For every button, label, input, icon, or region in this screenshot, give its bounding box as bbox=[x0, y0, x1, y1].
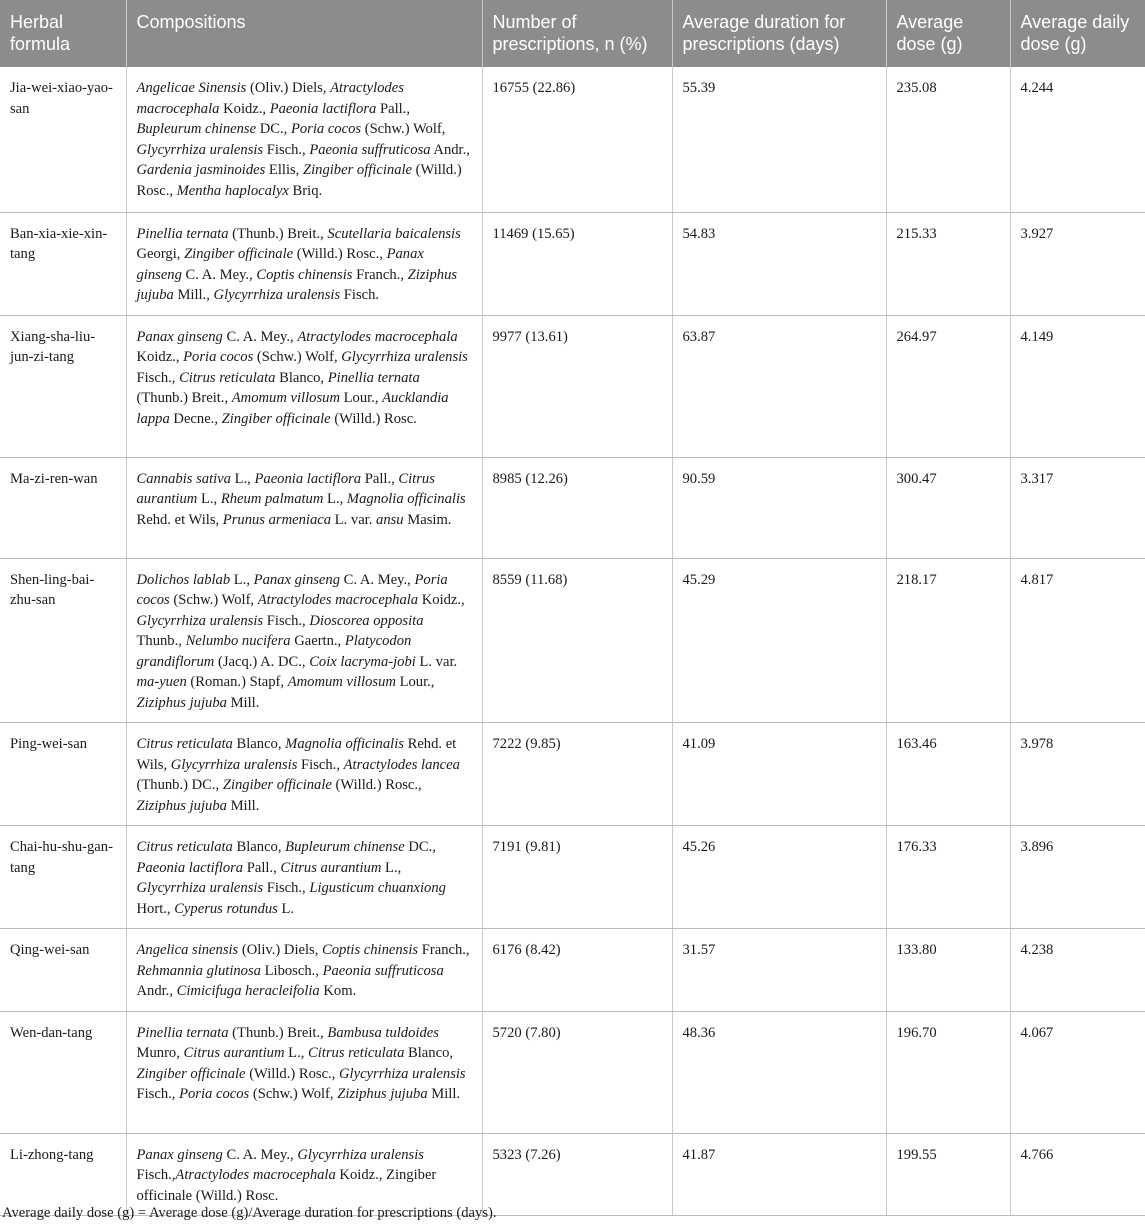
species-name: Paeonia suffruticosa bbox=[309, 141, 431, 158]
authority-text: L., bbox=[197, 491, 221, 507]
authority-text: Hort., bbox=[136, 900, 175, 917]
authority-text: DC., bbox=[256, 121, 291, 137]
species-name: Gardenia jasminoides bbox=[136, 162, 266, 178]
authority-text: (Jacq.) A. DC., bbox=[214, 653, 310, 670]
species-name: Angelicae Sinensis bbox=[136, 80, 247, 96]
authority-text: Koidz., bbox=[219, 100, 270, 117]
formula-cell: Shen-ling-bai-zhu-san bbox=[0, 558, 126, 723]
dose-cell: 218.17 bbox=[886, 558, 1010, 723]
species-name: Glycyrrhiza uralensis bbox=[136, 612, 264, 629]
species-name: Amomum villosum bbox=[287, 674, 396, 690]
species-name: Glycyrrhiza uralensis bbox=[341, 349, 468, 365]
species-name: Poria cocos bbox=[136, 571, 448, 608]
duration-cell: 55.39 bbox=[672, 67, 886, 212]
compositions-cell bbox=[126, 457, 482, 558]
species-name: Pinellia ternata bbox=[327, 369, 420, 386]
table-row bbox=[0, 212, 1145, 315]
authority-text: L., bbox=[230, 470, 255, 487]
species-name: Angelica sinensis bbox=[136, 942, 239, 958]
species-name: Cannabis sativa bbox=[136, 470, 231, 487]
table-row bbox=[0, 723, 1145, 826]
authority-text: Ellis, bbox=[265, 162, 303, 178]
species-name: Zingiber officinale bbox=[184, 246, 294, 262]
species-name: Atractylodes macrocephala bbox=[297, 328, 458, 345]
authority-text: Lour., bbox=[395, 674, 435, 690]
formula-cell: Ma-zi-ren-wan bbox=[0, 457, 126, 558]
compositions-cell bbox=[126, 315, 482, 457]
authority-text: Mill. bbox=[226, 797, 260, 814]
species-name: Bupleurum chinense bbox=[285, 839, 405, 855]
authority-text: Fisch. bbox=[340, 287, 380, 303]
authority-text: Gaertn., bbox=[290, 633, 345, 649]
formula-cell: Chai-hu-shu-gan-tang bbox=[0, 826, 126, 929]
authority-text: Lour., bbox=[339, 390, 383, 406]
prescriptions-cell: 5323 (7.26) bbox=[482, 1133, 672, 1216]
authority-text: Blanco, bbox=[404, 1045, 454, 1061]
authority-text: Georgi, bbox=[136, 246, 185, 262]
species-name: Citrus reticulata bbox=[136, 839, 233, 855]
species-name: Ziziphus jujuba bbox=[337, 1086, 428, 1102]
duration-cell: 41.87 bbox=[672, 1133, 886, 1216]
authority-text: C. A. Mey., bbox=[222, 1146, 298, 1163]
species-name: Cyperus rotundus bbox=[174, 900, 278, 917]
compositions-cell bbox=[126, 723, 482, 826]
header-average-duration: Average duration for prescriptions (days) bbox=[672, 0, 886, 67]
species-name: Atractylodes macrocephala bbox=[136, 80, 404, 117]
species-name: Glycyrrhiza uralensis bbox=[213, 287, 341, 303]
authority-text: (Schw.) Wolf, bbox=[169, 592, 258, 608]
species-name: Coptis chinensis bbox=[322, 942, 419, 958]
dose-cell: 300.47 bbox=[886, 457, 1010, 558]
authority-text: L., bbox=[230, 571, 254, 588]
authority-text: Munro, bbox=[136, 1045, 184, 1061]
prescriptions-cell: 9977 (13.61) bbox=[482, 315, 672, 457]
daily-dose-cell: 3.978 bbox=[1010, 723, 1145, 826]
authority-text: L. var. bbox=[331, 511, 377, 528]
species-name: Prunus armeniaca bbox=[222, 511, 332, 528]
authority-text: Pall., bbox=[376, 100, 410, 117]
species-name: Citrus aurantium bbox=[280, 859, 382, 876]
formula-cell: Ban-xia-xie-xin-tang bbox=[0, 212, 126, 315]
prescriptions-cell: 16755 (22.86) bbox=[482, 67, 672, 212]
species-name: Amomum villosum bbox=[231, 390, 340, 406]
authority-text: L. bbox=[277, 900, 295, 917]
authority-text: Koidz., Zingiber officinale (Willd.) Rosc. bbox=[136, 1167, 437, 1204]
daily-dose-cell: 4.766 bbox=[1010, 1133, 1145, 1216]
authority-text: (Oliv.) Diels, bbox=[238, 942, 323, 958]
species-name: Paeonia lactiflora bbox=[136, 859, 244, 876]
authority-text: Libosch., bbox=[260, 962, 323, 979]
species-name: Platycodon grandiflorum bbox=[136, 633, 412, 670]
authority-text: (Oliv.) Diels, bbox=[246, 80, 331, 96]
species-name: Glycyrrhiza uralensis bbox=[136, 880, 264, 896]
species-name: Scutellaria baicalensis bbox=[327, 225, 461, 242]
table-row bbox=[0, 315, 1145, 457]
authority-text: (Schw.) Wolf, bbox=[253, 349, 342, 365]
header-average-dose: Average dose (g) bbox=[886, 0, 1010, 67]
species-name: Zingiber officinale bbox=[136, 1065, 246, 1082]
duration-cell: 45.29 bbox=[672, 558, 886, 723]
species-name: Aucklandia lappa bbox=[136, 390, 449, 427]
daily-dose-cell: 4.238 bbox=[1010, 929, 1145, 1012]
authority-text: Koidz., bbox=[418, 592, 465, 608]
authority-text: (Willd.) Rosc. bbox=[330, 410, 417, 427]
authority-text: (Thunb.) DC., bbox=[136, 777, 223, 793]
authority-text: Rehd. et Wils, bbox=[136, 736, 457, 773]
table-row bbox=[0, 457, 1145, 558]
authority-text: Franch., bbox=[352, 266, 408, 283]
table-row bbox=[0, 929, 1145, 1012]
authority-text: Pall., bbox=[361, 470, 399, 487]
dose-cell: 163.46 bbox=[886, 723, 1010, 826]
duration-cell: 90.59 bbox=[672, 457, 886, 558]
compositions-cell bbox=[126, 929, 482, 1012]
species-name: Panax ginseng bbox=[136, 1146, 223, 1163]
species-name: Pinellia ternata bbox=[136, 225, 229, 242]
species-name: Paeonia suffruticosa bbox=[322, 962, 444, 979]
authority-text: Fisch., bbox=[263, 880, 310, 896]
species-name: Panax ginseng bbox=[136, 246, 424, 283]
species-name: Zingiber officinale bbox=[222, 777, 332, 793]
species-name: Zingiber officinale bbox=[302, 162, 413, 178]
authority-text: (Schw.) Wolf, bbox=[361, 121, 446, 137]
authority-text: Franch., bbox=[418, 942, 470, 958]
species-name: Glycyrrhiza uralensis bbox=[339, 1065, 466, 1082]
species-name: Paeonia lactiflora bbox=[254, 470, 362, 487]
authority-text: C. A. Mey., bbox=[181, 266, 257, 283]
header-number-of-prescriptions: Number of prescriptions, n (%) bbox=[482, 0, 672, 67]
species-name: Coptis chinensis bbox=[256, 266, 353, 283]
species-name: Rehmannia glutinosa bbox=[136, 962, 261, 979]
species-name: Glycyrrhiza uralensis bbox=[170, 756, 298, 773]
table-footnote: Average daily dose (g) = Average dose (g)/Average duration for prescriptions (days). bbox=[2, 1205, 497, 1221]
duration-cell: 31.57 bbox=[672, 929, 886, 1012]
authority-text: (Roman.) Stapf, bbox=[186, 674, 288, 690]
compositions-cell bbox=[126, 826, 482, 929]
authority-text: (Thunb.) Breit., bbox=[228, 1024, 328, 1041]
prescriptions-cell: 7191 (9.81) bbox=[482, 826, 672, 929]
duration-cell: 45.26 bbox=[672, 826, 886, 929]
authority-text: Fisch., bbox=[136, 1167, 176, 1183]
daily-dose-cell: 3.927 bbox=[1010, 212, 1145, 315]
table-header-row bbox=[0, 0, 1145, 67]
daily-dose-cell: 4.817 bbox=[1010, 558, 1145, 723]
compositions-cell bbox=[126, 67, 482, 212]
authority-text: L., bbox=[284, 1045, 309, 1061]
duration-cell: 54.83 bbox=[672, 212, 886, 315]
authority-text: Rehd. et Wils, bbox=[136, 511, 223, 528]
species-name: Atractylodes macrocephala bbox=[257, 592, 419, 608]
authority-text: Fisch., bbox=[136, 369, 180, 386]
species-name: Citrus reticulata bbox=[308, 1045, 405, 1061]
authority-text: Andr., bbox=[136, 983, 177, 999]
prescriptions-cell: 8985 (12.26) bbox=[482, 457, 672, 558]
prescriptions-cell: 6176 (8.42) bbox=[482, 929, 672, 1012]
dose-cell: 176.33 bbox=[886, 826, 1010, 929]
header-compositions: Compositions bbox=[126, 0, 482, 67]
species-name: Panax ginseng bbox=[253, 571, 341, 588]
authority-text: Mill., bbox=[173, 287, 214, 303]
authority-text: Masim. bbox=[403, 511, 452, 528]
species-name: Poria cocos bbox=[179, 1086, 250, 1102]
authority-text: (Willd.) Rosc., bbox=[293, 246, 387, 262]
species-name: Glycyrrhiza uralensis bbox=[136, 141, 264, 158]
authority-text: L., bbox=[323, 491, 347, 507]
prescriptions-cell: 7222 (9.85) bbox=[482, 723, 672, 826]
authority-text: Kom. bbox=[319, 983, 357, 999]
species-name: ma-yuen bbox=[136, 674, 187, 690]
table-row bbox=[0, 1011, 1145, 1133]
authority-text: L., bbox=[381, 859, 402, 876]
authority-text: (Thunb.) Breit., bbox=[228, 225, 328, 242]
species-name: Bambusa tuldoides bbox=[327, 1024, 439, 1041]
species-name: Ziziphus jujuba bbox=[136, 694, 227, 711]
species-name: Nelumbo nucifera bbox=[185, 633, 291, 649]
species-name: Dolichos lablab bbox=[136, 571, 231, 588]
authority-text: Koidz., bbox=[136, 349, 184, 365]
duration-cell: 63.87 bbox=[672, 315, 886, 457]
dose-cell: 133.80 bbox=[886, 929, 1010, 1012]
species-name: Citrus reticulata bbox=[179, 369, 276, 386]
authority-text: Fisch., bbox=[136, 1086, 180, 1102]
authority-text: L. var. bbox=[415, 653, 458, 670]
authority-text: Fisch., bbox=[263, 612, 310, 629]
species-name: Poria cocos bbox=[290, 121, 362, 137]
daily-dose-cell: 3.317 bbox=[1010, 457, 1145, 558]
header-average-daily-dose: Average daily dose (g) bbox=[1010, 0, 1145, 67]
authority-text: DC., bbox=[404, 839, 436, 855]
dose-cell: 215.33 bbox=[886, 212, 1010, 315]
daily-dose-cell: 4.244 bbox=[1010, 67, 1145, 212]
species-name: Zingiber officinale bbox=[221, 410, 331, 427]
dose-cell: 199.55 bbox=[886, 1133, 1010, 1216]
formula-cell: Jia-wei-xiao-yao-san bbox=[0, 67, 126, 212]
authority-text: Pall., bbox=[243, 859, 281, 876]
daily-dose-cell: 4.149 bbox=[1010, 315, 1145, 457]
formula-cell: Li-zhong-tang bbox=[0, 1133, 126, 1216]
dose-cell: 235.08 bbox=[886, 67, 1010, 212]
authority-text: Mill. bbox=[427, 1086, 461, 1102]
prescriptions-cell: 5720 (7.80) bbox=[482, 1011, 672, 1133]
daily-dose-cell: 3.896 bbox=[1010, 826, 1145, 929]
authority-text: (Schw.) Wolf, bbox=[249, 1086, 338, 1102]
species-name: Poria cocos bbox=[183, 349, 254, 365]
table-row bbox=[0, 826, 1145, 929]
authority-text: Fisch., bbox=[297, 756, 344, 773]
species-name: Citrus reticulata bbox=[136, 736, 233, 752]
authority-text: (Willd.) Rosc., bbox=[331, 777, 422, 793]
species-name: Panax ginseng bbox=[136, 328, 223, 345]
species-name: Cimicifuga heracleifolia bbox=[176, 983, 320, 999]
species-name: Citrus aurantium bbox=[183, 1045, 285, 1061]
daily-dose-cell: 4.067 bbox=[1010, 1011, 1145, 1133]
authority-text: Andr., bbox=[430, 141, 470, 158]
authority-text: Mill. bbox=[226, 694, 260, 711]
compositions-cell bbox=[126, 1011, 482, 1133]
formula-cell: Ping-wei-san bbox=[0, 723, 126, 826]
species-name: Rheum palmatum bbox=[220, 491, 324, 507]
authority-text: (Thunb.) Breit., bbox=[136, 390, 232, 406]
species-name: Coix lacryma-jobi bbox=[309, 653, 416, 670]
species-name: Citrus aurantium bbox=[136, 470, 435, 507]
species-name: Pinellia ternata bbox=[136, 1024, 229, 1041]
species-name: Ziziphus jujuba bbox=[136, 797, 227, 814]
species-name: Ziziphus jujuba bbox=[136, 266, 458, 303]
authority-text: (Willd.) Rosc., bbox=[136, 162, 462, 199]
header-herbal-formula: Herbal formula bbox=[0, 0, 126, 67]
formula-cell: Wen-dan-tang bbox=[0, 1011, 126, 1133]
species-name: Glycyrrhiza uralensis bbox=[297, 1146, 424, 1163]
authority-text: Decne., bbox=[169, 410, 222, 427]
dose-cell: 264.97 bbox=[886, 315, 1010, 457]
dose-cell: 196.70 bbox=[886, 1011, 1010, 1133]
species-name: Mentha haplocalyx bbox=[176, 182, 289, 199]
species-name: Atractylodes lancea bbox=[343, 756, 460, 773]
authority-text: Blanco, bbox=[232, 736, 286, 752]
authority-text: Blanco, bbox=[232, 839, 286, 855]
prescriptions-cell: 8559 (11.68) bbox=[482, 558, 672, 723]
authority-text: C. A. Mey., bbox=[340, 571, 415, 588]
species-name: Magnolia officinalis bbox=[346, 491, 466, 507]
species-name: Dioscorea opposita bbox=[309, 612, 424, 629]
authority-text: (Willd.) Rosc., bbox=[245, 1065, 339, 1082]
prescriptions-cell: 11469 (15.65) bbox=[482, 212, 672, 315]
formula-cell: Qing-wei-san bbox=[0, 929, 126, 1012]
duration-cell: 41.09 bbox=[672, 723, 886, 826]
table-row bbox=[0, 558, 1145, 723]
compositions-cell bbox=[126, 558, 482, 723]
duration-cell: 48.36 bbox=[672, 1011, 886, 1133]
species-name: Atractylodes macrocephala bbox=[175, 1167, 336, 1183]
authority-text: Blanco, bbox=[275, 369, 328, 386]
table-row bbox=[0, 67, 1145, 212]
species-name: Bupleurum chinense bbox=[136, 121, 257, 137]
formula-cell: Xiang-sha-liu-jun-zi-tang bbox=[0, 315, 126, 457]
species-name: Ligusticum chuanxiong bbox=[309, 880, 446, 896]
authority-text: C. A. Mey., bbox=[222, 328, 298, 345]
species-name: Magnolia officinalis bbox=[285, 736, 404, 752]
authority-text: Thunb., bbox=[136, 633, 186, 649]
authority-text: Fisch., bbox=[263, 141, 310, 158]
species-name: ansu bbox=[376, 511, 404, 528]
compositions-cell bbox=[126, 212, 482, 315]
authority-text: Briq. bbox=[288, 182, 323, 199]
species-name: Paeonia lactiflora bbox=[269, 100, 377, 117]
